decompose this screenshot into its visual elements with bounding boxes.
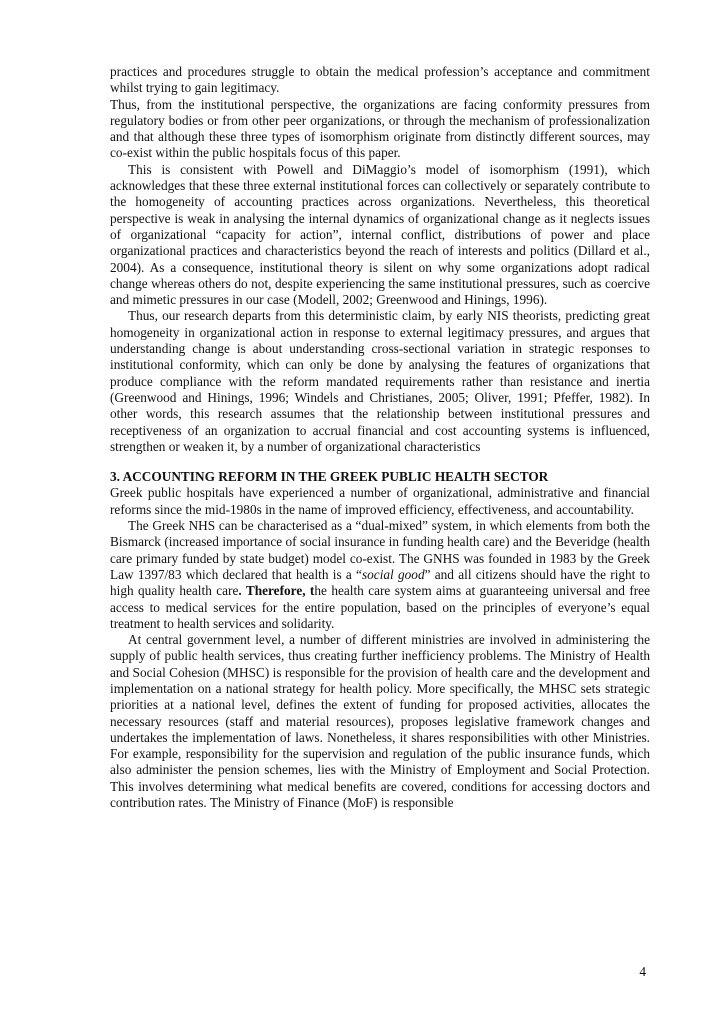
paragraph-greek-nhs bbox=[110, 518, 650, 632]
paragraph-institutional-perspective: Thus, from the institutional perspective, the organizations are facing conformity pressures from regulatory bodies or from other peer organizations, or through the mechanism of professionalization and that although these three types of isomorphism originate from distinctly different sources, may co-exist within the public hospitals focus of this paper. bbox=[110, 96, 650, 161]
paragraph-legitimacy: practices and procedures struggle to obtain the medical profession’s acceptance and commitment whilst trying to gain legitimacy. bbox=[110, 64, 650, 96]
paragraph-research-departure: Thus, our research departs from this deterministic claim, by early NIS theorists, predicting great homogeneity in organizational action in response to external legitimacy pressures, and argues that understanding change is about understanding cross-sectional variation in strategic responses to institutional conformity, which can only be done by analysing the features of organizations that produce compliance with the reform mandated requirements rather than resistance and inertia (Greenwood and Hinings, 1996; Windels and Christianes, 2005; Oliver, 1991; Pfeffer, 1982). In other words, this research assumes that the relationship between institutional pressures and receptiveness of an organization to accrual financial and cost accounting systems is influenced, strengthen or weaken it, by a number of organizational characteristics bbox=[110, 308, 650, 454]
nhs-text-part3: he health care system aims at guaranteeing universal and free access to medical services for the entire population, based on the principles of everyone’s equal treatment to health services and solidarity. bbox=[110, 583, 650, 631]
page-number: 4 bbox=[639, 964, 646, 979]
section-heading: 3. ACCOUNTING REFORM IN THE GREEK PUBLIC HEALTH SECTOR bbox=[110, 469, 549, 485]
nhs-text-part2: ” and all citizens should have the right to high quality health care bbox=[110, 566, 650, 599]
paragraph-central-government: At central government level, a number of different ministries are involved in administering the supply of public health services, thus creating further inefficiency problems. The Ministry of Health and Social Cohesion (MHSC) is responsible for the provision of health care and the development and implementation on a national strategy for health policy. More specifically, the MHSC sets strategic priorities at a national level, defines the extent of funding for proposed activities, allocates the necessary resources (staff and material resources), proposes legislative framework changes and undertakes the implementation of laws. Nonetheless, it shares responsibilities with other Ministries. For example, responsibility for the supervision and regulation of the public insurance funds, which also administer the pension schemes, lies with the Ministry of Employment and Social Protection. This involves determining what medical benefits are covered, conditions for accessing doctors and contribution rates. The Ministry of Finance (MoF) is responsible bbox=[110, 632, 650, 811]
nhs-text-social-good: social good bbox=[361, 566, 425, 582]
paragraph-powell-dimaggio: This is consistent with Powell and DiMaggio’s model of isomorphism (1991), which acknowledges that these three external institutional forces can collectively or separately contribute to the homogeneity of accounting practices across organizations. Nevertheless, this theoretical perspective is weak in analysing the internal dynamics of organizational change as it neglects issues of organizational “capacity for action”, internal conflict, distributions of power and place organizational practices and characteristics beyond the reach of interests and politics (Dillard et al., 2004). As a consequence, institutional theory is silent on why some organizations adopt radical change whereas others do not, despite experiencing the same institutional pressures, such as coercive and mimetic pressures in our case (Modell, 2002; Greenwood and Hinings, 1996). bbox=[110, 161, 650, 308]
nhs-text-part1: The Greek NHS can be characterised as a “dual-mixed” system, in which elements from both the Bismarck (increased importance of social insurance in funding health care) and the Beveridge (health care primary funded by state budget) model co-exist. The GNHS was founded in 1983 by the Greek Law 1397/83 which declared that health is a “ bbox=[110, 518, 650, 582]
document-page bbox=[110, 64, 650, 811]
paragraph-section-intro: Greek public hospitals have experienced a number of organizational, administrative and financial reforms since the mid-1980s in the name of improved efficiency, effectiveness, and accountability. bbox=[110, 485, 650, 517]
nhs-text-therefore: . Therefore, t bbox=[238, 583, 315, 599]
